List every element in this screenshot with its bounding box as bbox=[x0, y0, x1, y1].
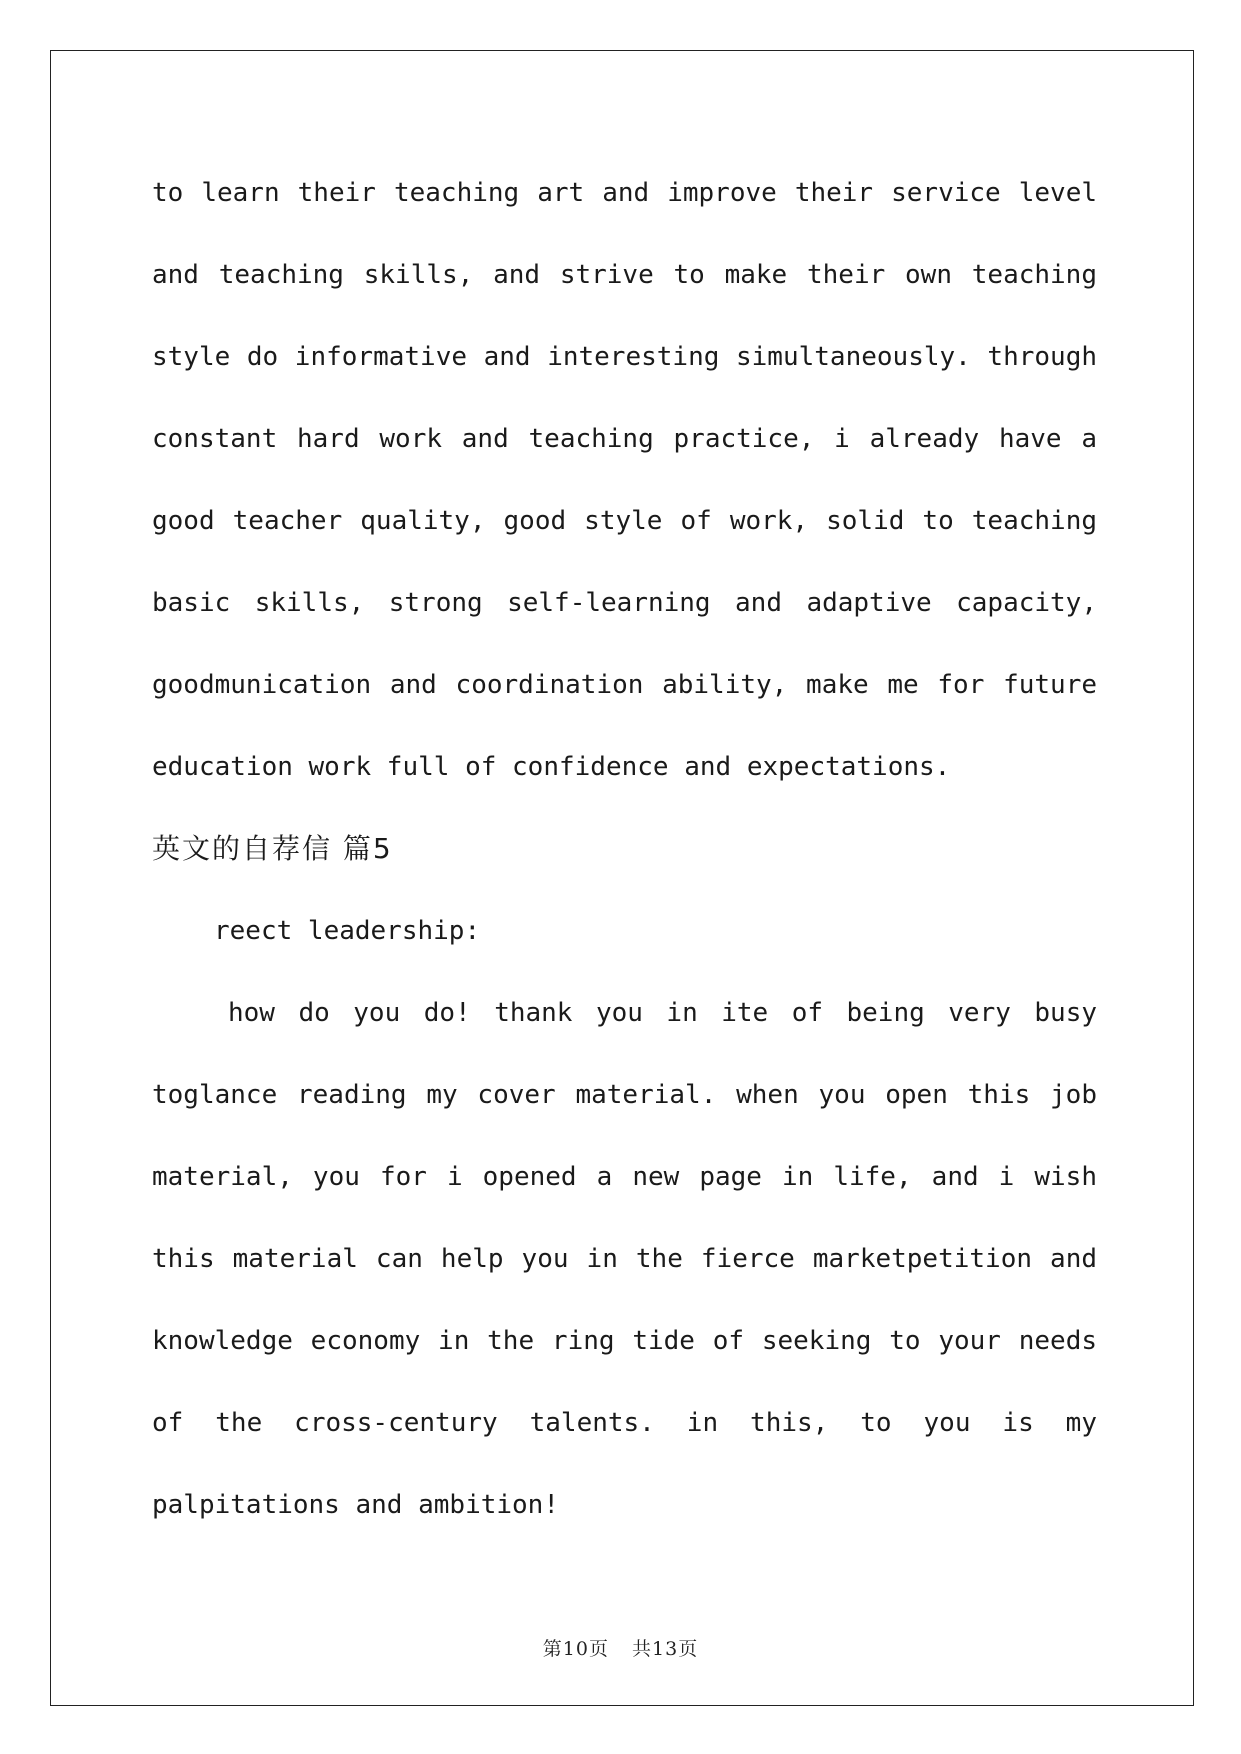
page-number-current: 第10页 bbox=[542, 1638, 609, 1660]
paragraph-continuation: to learn their teaching art and improve their service level and teaching skills, and strive to make their own teaching style do informative and interesting simultaneously. through constant hard work and teaching practice, i already have a good teacher quality, good style of work, solid to teaching basic skills, strong self-learning and adaptive capacity, goodmunication and coordination ability, make me for future education work full of confidence and expectations. bbox=[152, 178, 1097, 782]
section-heading: 英文的自荐信 篇5 bbox=[152, 832, 393, 865]
page-footer bbox=[0, 1634, 1241, 1661]
letter-salutation: reect leadership: bbox=[214, 916, 481, 946]
document-body bbox=[152, 152, 1097, 1546]
page-number-total: 共13页 bbox=[632, 1638, 699, 1660]
letter-opening-paragraph: how do you do! thank you in ite of being very busy toglance reading my cover material. when you open this job material, you for i opened a new page in life, and i wish this material can help you in the fierce marketpetition and knowledge economy in the ring tide of seeking to your needs of the cross-century talents. in this, to you is my palpitations and ambition! bbox=[152, 998, 1097, 1520]
